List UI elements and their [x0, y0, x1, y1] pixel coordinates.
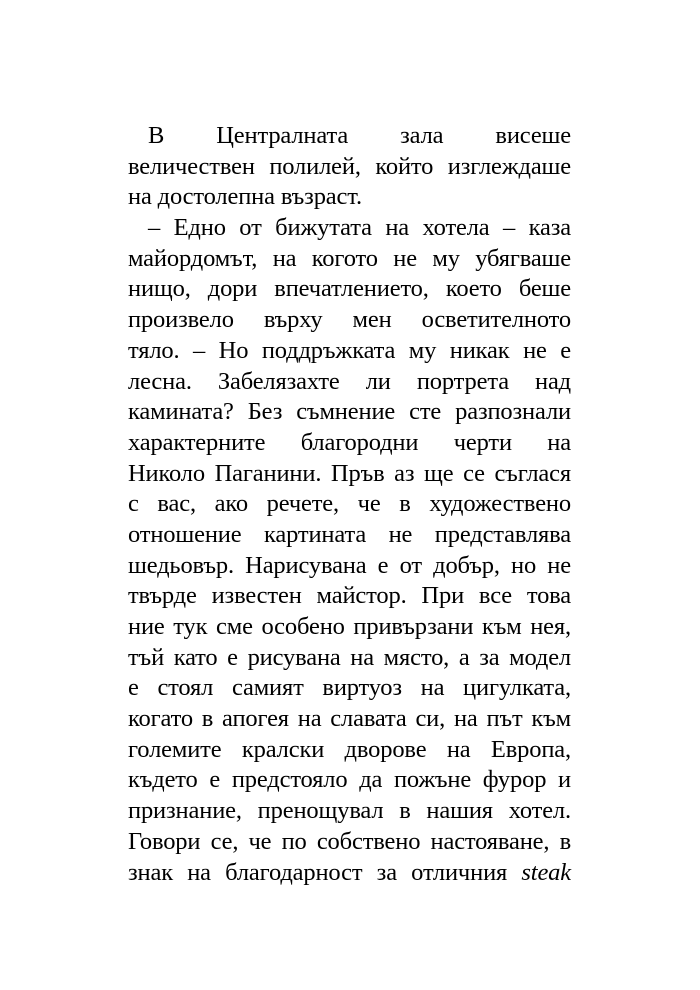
- text-line: Николо Паганини. Пръв аз ще се съглася: [128, 459, 571, 487]
- text-line: лесна. Забелязахте ли портрета над: [128, 367, 571, 395]
- text-line: е стоял самият виртуоз на цигулката,: [128, 674, 571, 702]
- body-text: [128, 121, 571, 888]
- text-line: характерните благородни черти на: [128, 428, 571, 456]
- text-line-with-italic: [128, 858, 571, 889]
- text-line: когато в апогея на славата си, на път към: [128, 705, 571, 733]
- text-line: – Едно от бижутата на хотела – каза: [148, 214, 571, 242]
- text-line: големите кралски дворове на Европа,: [128, 735, 571, 763]
- text-line: ние тук сме особено привързани към нея,: [128, 613, 571, 640]
- text-line: тъй като е рисувана на място, а за модел: [128, 643, 571, 671]
- text-line: отношение картината не представлява: [128, 520, 571, 548]
- text-line: на достолепна възраст.: [128, 183, 362, 211]
- text-line: където е предстояло да пожъне фурор и: [128, 766, 571, 794]
- text-line: шедьовър. Нарисувана е от добър, но не: [128, 551, 571, 579]
- text-line: тяло. – Но поддръжката му никак не е: [128, 336, 571, 364]
- text-line: произвело върху мен осветителното: [128, 306, 571, 334]
- text-line: с вас, ако речете, че в художествено: [128, 490, 571, 518]
- text-line: величествен полилей, който изглеждаше: [128, 152, 571, 180]
- text-line: майордомът, на когото не му убягваше: [128, 244, 571, 272]
- text-line: твърде известен майстор. При все това: [128, 582, 571, 610]
- text-line: Говори се, че по собствено настояване, в: [128, 827, 571, 855]
- text-line: знак на благодарност за отличния: [128, 858, 508, 886]
- text-line: нищо, дори впечатлението, което беше: [128, 275, 571, 303]
- italic-word: steak: [521, 858, 571, 886]
- text-line: В Централната зала висеше: [148, 122, 571, 149]
- text-line: признание, пренощувал в нашия хотел.: [128, 797, 571, 825]
- text-line: камината? Без съмнение сте разпознали: [128, 398, 571, 426]
